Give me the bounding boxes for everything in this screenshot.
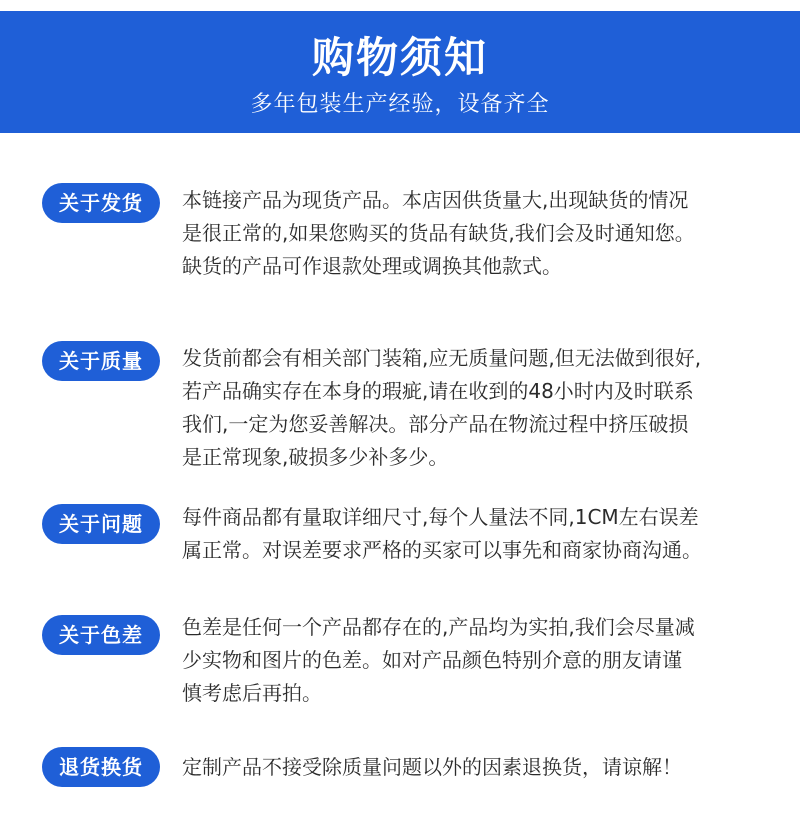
section-badge-returns: 退货换货 (42, 747, 160, 787)
text-line: 是正常现象,破损多少补多少。 (182, 445, 449, 469)
section-badge-issues: 关于问题 (42, 504, 160, 544)
text-line: 缺货的产品可作退款处理或调换其他款式。 (182, 254, 562, 278)
text-line: 定制产品不接受除质量问题以外的因素退换货，请谅解！ (182, 755, 682, 779)
text-line: 属正常。对误差要求严格的买家可以事先和商家协商沟通。 (182, 538, 702, 562)
header-banner (0, 11, 800, 133)
section-badge-shipping: 关于发货 (42, 183, 160, 223)
section-badge-color-difference: 关于色差 (42, 615, 160, 655)
section-text-color-difference (182, 611, 778, 710)
section-text-quality (182, 342, 778, 474)
section-badge-quality: 关于质量 (42, 341, 160, 381)
page-subtitle: 多年包装生产经验，设备齐全 (250, 92, 550, 117)
section-text-shipping (182, 184, 778, 283)
section-text-issues (182, 501, 778, 567)
text-line: 每件商品都有量取详细尺寸,每个人量法不同,1CM左右误差 (182, 505, 699, 529)
text-line: 色差是任何一个产品都存在的,产品均为实拍,我们会尽量减 (182, 615, 695, 639)
text-line: 我们,一定为您妥善解决。部分产品在物流过程中挤压破损 (182, 412, 689, 436)
page-title: 购物须知 (311, 33, 488, 82)
text-line: 发货前都会有相关部门装箱,应无质量问题,但无法做到很好, (182, 346, 702, 370)
section-text-returns (182, 751, 778, 784)
text-line: 本链接产品为现货产品。本店因供货量大,出现缺货的情况 (182, 188, 689, 212)
text-line: 慎考虑后再拍。 (182, 681, 322, 705)
text-line: 是很正常的,如果您购买的货品有缺货,我们会及时通知您。 (182, 221, 695, 245)
text-line: 少实物和图片的色差。如对产品颜色特别介意的朋友请谨 (182, 648, 682, 672)
text-line: 若产品确实存在本身的瑕疵,请在收到的48小时内及时联系 (182, 379, 694, 403)
